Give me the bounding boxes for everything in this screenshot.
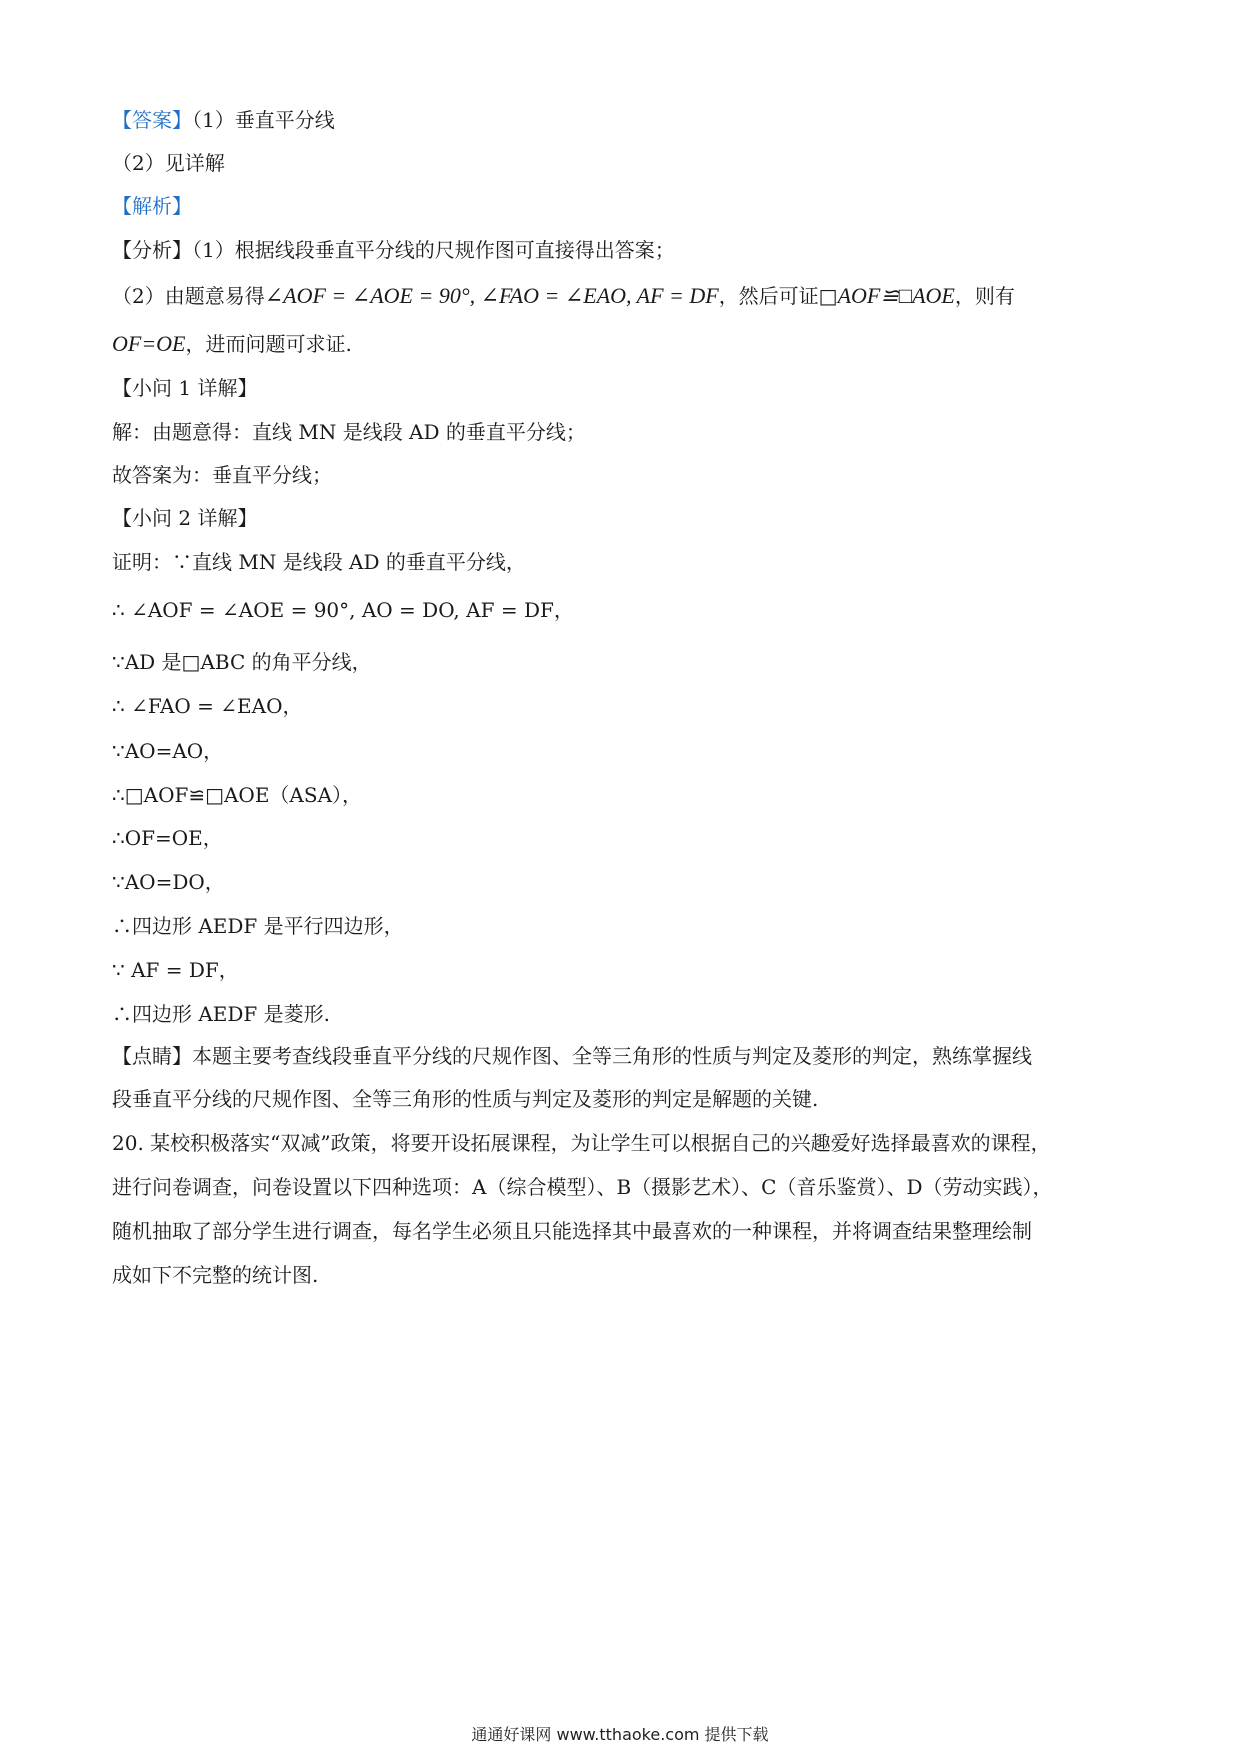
fenxi-line-3 [112, 330, 1128, 358]
answer-part1: （1）垂直平分线 [192, 108, 335, 132]
q1-line-1: 解：由题意得：直线 MN 是线段 AD 的垂直平分线； [112, 420, 586, 444]
problem20-line: 20. 某校积极落实“双减”政策，将要开设拓展课程，为让学生可以根据自己的兴趣爱好选择最喜欢的课程， [112, 1131, 1051, 1155]
q2-line: 证明：∵直线 MN 是线段 AD 的垂直平分线， [112, 550, 526, 574]
dianjing-tag: 【点睛】 [112, 1044, 192, 1068]
answer-tag: 【答案】 [112, 108, 192, 132]
problem20-line: 进行问卷调查，问卷设置以下四种选项：A（综合模型）、B（摄影艺术）、C（音乐鉴赏）、D（劳动实践）， [112, 1175, 1053, 1199]
answer-line-1 [112, 106, 1128, 134]
fenxi-tag: 【分析】 [112, 238, 192, 262]
answer-line-2: （2）见详解 [112, 151, 225, 175]
fenxi-line-1 [112, 236, 1128, 264]
q2-line: ∵AO=DO， [112, 870, 225, 894]
dianjing-text-1: 本题主要考查线段垂直平分线的尺规作图、全等三角形的性质与判定及菱形的判定，熟练掌握线 [192, 1044, 1032, 1068]
problem20-line: 成如下不完整的统计图. [112, 1263, 319, 1287]
analysis-tag: 【解析】 [112, 194, 192, 218]
fenxi-line2-mid: ，然后可证□ [718, 284, 838, 308]
q2-line: ∴ ∠FAO = ∠EAO， [112, 694, 303, 718]
q2-heading: 【小问 2 详解】 [112, 506, 258, 530]
problem20-line: 随机抽取了部分学生进行调查，每名学生必须且只能选择其中最喜欢的一种课程，并将调查结果整理绘制 [112, 1219, 1032, 1243]
dianjing-line-2: 段垂直平分线的尺规作图、全等三角形的性质与判定及菱形的判定是解题的关键. [112, 1087, 819, 1111]
q2-line: ∴四边形 AEDF 是菱形. [112, 1002, 331, 1026]
fenxi-line3-math: OF=OE [112, 331, 186, 356]
q2-line: ∴ ∠AOF = ∠AOE = 90°, AO = DO, AF = DF， [112, 598, 574, 622]
q2-line: ∴四边形 AEDF 是平行四边形， [112, 914, 404, 938]
q1-heading: 【小问 1 详解】 [112, 376, 258, 400]
q2-line: ∴□AOF≌□AOE（ASA）， [112, 783, 363, 807]
fenxi-line2-prefix: （2）由题意易得 [112, 284, 265, 308]
fenxi-line2-suffix: ，则有 [954, 284, 1015, 308]
page-footer: 通通好课网 www.tthaoke.com 提供下载 [471, 1725, 769, 1744]
fenxi-line2-math2: AOF≌□AOE [837, 283, 955, 308]
dianjing-line-1 [112, 1042, 1128, 1070]
q2-line: ∵AD 是□ABC 的角平分线， [112, 650, 372, 674]
fenxi-text-1: （1）根据线段垂直平分线的尺规作图可直接得出答案； [192, 238, 675, 262]
q2-line: ∵AO=AO， [112, 739, 224, 763]
q1-line-2: 故答案为：垂直平分线； [112, 463, 332, 487]
fenxi-line2-math: ∠AOF = ∠AOE = 90°, ∠FAO = ∠EAO, AF = DF [264, 283, 719, 308]
q2-line: ∴OF=OE， [112, 826, 223, 850]
fenxi-line-2 [112, 282, 1128, 310]
q2-line: ∵ AF = DF， [112, 958, 239, 982]
fenxi-line3-text: ，进而问题可求证. [185, 332, 352, 356]
